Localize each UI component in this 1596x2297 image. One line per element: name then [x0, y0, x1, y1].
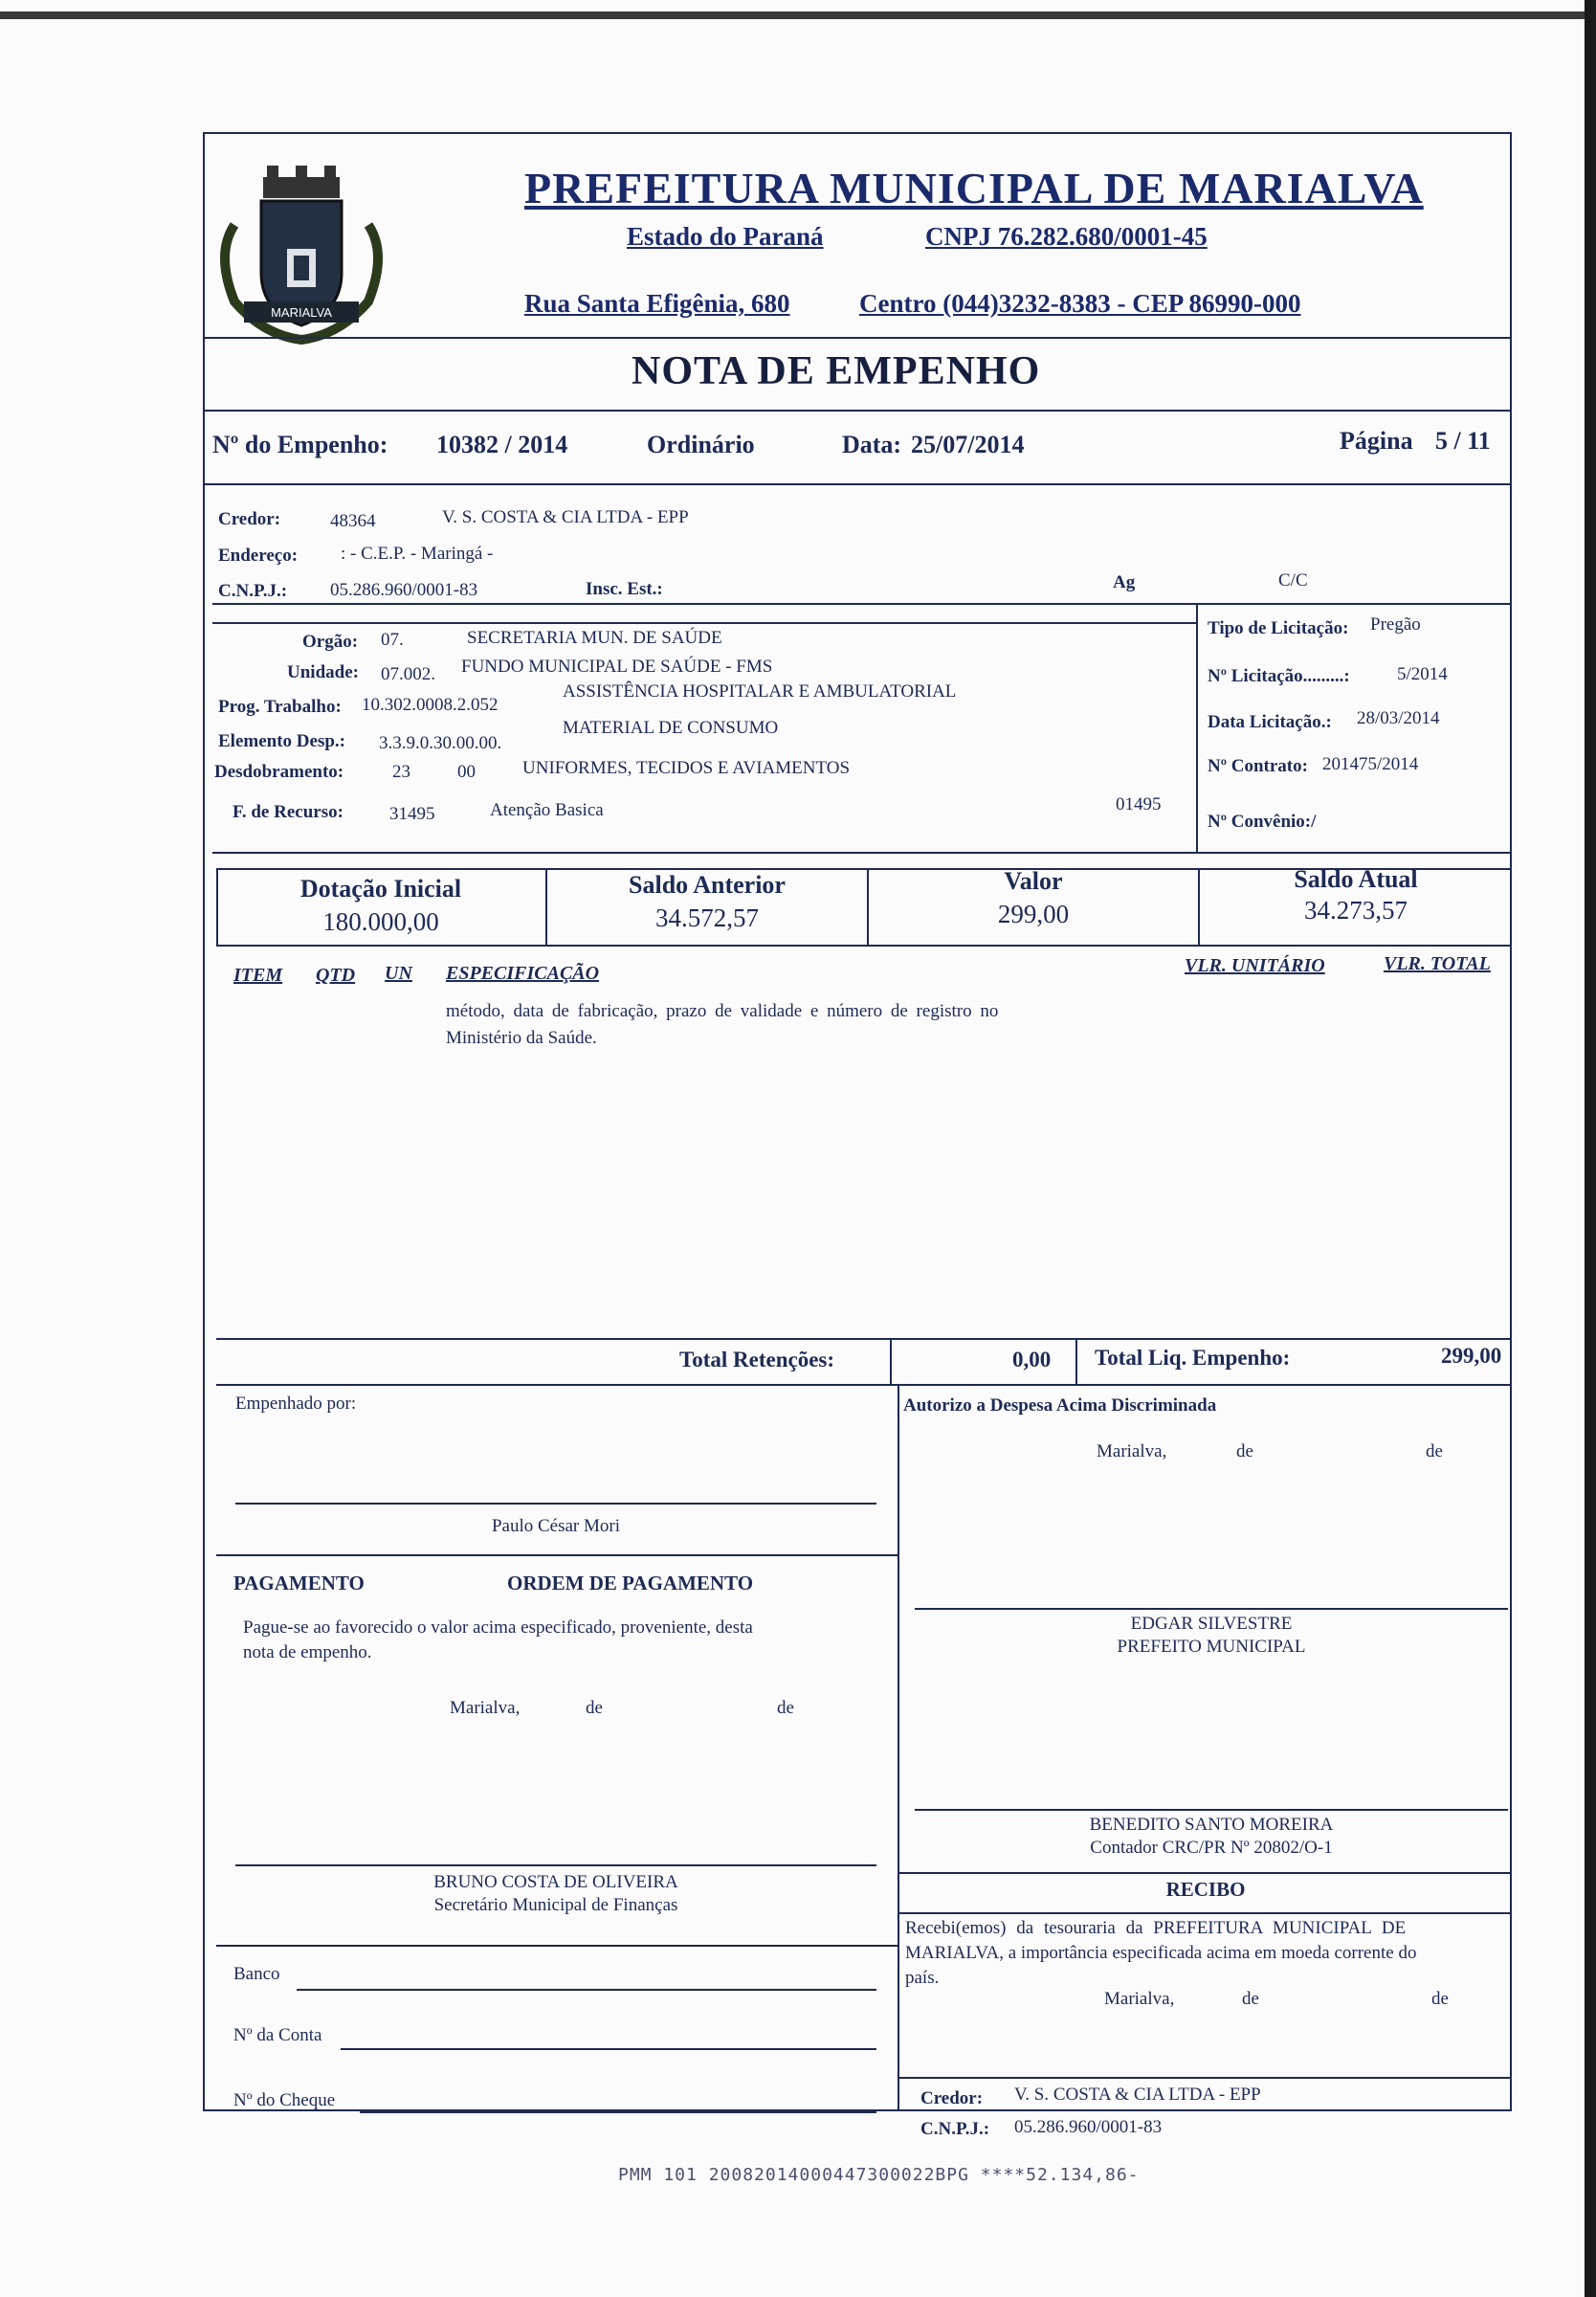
- retencoes-value: 0,00: [1012, 1348, 1052, 1372]
- street-address: Rua Santa Efigênia, 680: [524, 289, 790, 318]
- retencoes-label: Total Retenções:: [679, 1348, 835, 1372]
- conta-line: [341, 2048, 876, 2050]
- recibo-credor-line: [899, 2077, 1512, 2079]
- prefeito-signature-line: [915, 1608, 1508, 1610]
- recibo-text-line2: MARIALVA, a importância especificada acima em moeda corrente do: [905, 1943, 1417, 1963]
- date-value: 25/07/2014: [911, 431, 1025, 458]
- saldo-atual-label: Saldo Atual: [1294, 865, 1418, 893]
- valor-label: Valor: [1004, 867, 1063, 895]
- recibo-cnpj-value: 05.286.960/0001-83: [1014, 2117, 1163, 2137]
- dotacao-label: Dotação Inicial: [299, 875, 462, 903]
- tipo-licitacao-label: Tipo de Licitação:: [1208, 618, 1349, 638]
- date-label: Data:: [842, 431, 902, 458]
- orgao-code: 07.: [381, 630, 404, 650]
- recurso-label: F. de Recurso:: [233, 802, 344, 822]
- header-divider: [203, 337, 1512, 339]
- cnpj-header: CNPJ 76.282.680/0001-45: [925, 222, 1208, 251]
- cheque-label: Nº do Cheque: [233, 2090, 336, 2110]
- bank-top-line: [216, 1945, 898, 1947]
- recurso-code: 31495: [389, 804, 435, 824]
- autorizo-de1: de: [1236, 1441, 1253, 1461]
- recibo-de2: de: [1431, 1989, 1449, 2009]
- scan-right-edge: [1585, 0, 1596, 2297]
- page-value: 5 / 11: [1435, 427, 1491, 455]
- totals-top-line: [216, 1338, 1512, 1340]
- prefeito-role: PREFEITO MUNICIPAL: [1117, 1637, 1306, 1657]
- recibo-text-line1: Recebi(emos) da tesouraria da PREFEITURA MUNICIPAL DE: [905, 1918, 1407, 1938]
- recibo-credor-label: Credor:: [920, 2088, 984, 2108]
- secretario-name: BRUNO COSTA DE OLIVEIRA: [433, 1872, 678, 1892]
- creditor-divider: [212, 603, 1512, 605]
- recurso-name: Atenção Basica: [490, 800, 604, 820]
- licitacao-num-label: Nº Licitação.........:: [1208, 666, 1350, 686]
- elemento-label: Elemento Desp.:: [218, 731, 345, 751]
- convenio-label: Nº Convênio:/: [1208, 812, 1317, 832]
- insc-est-label: Insc. Est.:: [586, 579, 663, 599]
- municipality-title: PREFEITURA MUNICIPAL DE MARIALVA: [524, 164, 1424, 212]
- recibo-text-line3: país.: [905, 1968, 940, 1988]
- creditor-label: Credor:: [218, 509, 281, 529]
- pague-text-line2: nota de empenho.: [243, 1642, 372, 1662]
- totals-bottom-line: [216, 1384, 1512, 1386]
- saldo-atual-value: 34.273,57: [1304, 896, 1408, 925]
- contador-role: Contador CRC/PR Nº 20802/O-1: [1090, 1838, 1333, 1858]
- unidade-label: Unidade:: [287, 662, 359, 682]
- totals-divider-1: [890, 1338, 892, 1384]
- desdobramento-label: Desdobramento:: [214, 762, 344, 782]
- address-value: : - C.E.P. - Maringá -: [341, 544, 494, 564]
- recibo-top-line: [899, 1872, 1512, 1874]
- empenho-divider: [203, 483, 1512, 485]
- empenho-number-value: 10382 / 2014: [436, 431, 568, 458]
- ordem-pagamento-label: ORDEM DE PAGAMENTO: [507, 1572, 754, 1595]
- pagamento-label: PAGAMENTO: [233, 1572, 365, 1595]
- coat-of-arms-emblem: [206, 158, 397, 349]
- desdobramento-name: UNIFORMES, TECIDOS E AVIAMENTOS: [522, 758, 851, 778]
- totals-divider-2: [1075, 1338, 1077, 1384]
- conta-label: Nº da Conta: [233, 2025, 322, 2045]
- secretario-signature-line: [235, 1864, 876, 1866]
- col-unit-value: VLR. UNITÁRIO: [1185, 955, 1325, 976]
- tipo-licitacao-value: Pregão: [1370, 614, 1421, 635]
- total-liq-value: 299,00: [1441, 1344, 1502, 1368]
- secretario-role: Secretário Municipal de Finanças: [433, 1895, 678, 1915]
- unidade-name: FUNDO MUNICIPAL DE SAÚDE - FMS: [461, 657, 773, 677]
- autorizo-de2: de: [1426, 1441, 1443, 1461]
- coat-banner-text: MARIALVA: [271, 305, 332, 320]
- empenhado-signature-line: [235, 1503, 876, 1505]
- empenhado-name: Paulo César Mori: [491, 1516, 621, 1536]
- budget-vertical: [1196, 603, 1198, 854]
- title-divider: [203, 410, 1512, 412]
- address-label: Endereço:: [218, 546, 299, 566]
- contrato-value: 201475/2014: [1322, 754, 1419, 774]
- autorizo-place: Marialva,: [1097, 1441, 1167, 1461]
- district-phone-cep: Centro (044)3232-8383 - CEP 86990-000: [859, 289, 1301, 318]
- orgao-label: Orgão:: [302, 632, 359, 652]
- recibo-de1: de: [1242, 1989, 1259, 2009]
- empenhado-label: Empenhado por:: [235, 1394, 357, 1414]
- orgao-name: SECRETARIA MUN. DE SAÚDE: [467, 628, 722, 648]
- empenho-number-label: Nº do Empenho:: [212, 431, 388, 458]
- prog-name: ASSISTÊNCIA HOSPITALAR E AMBULATORIAL: [563, 681, 957, 702]
- recibo-cnpj-label: C.N.P.J.:: [920, 2119, 990, 2139]
- autorizo-label: Autorizo a Despesa Acima Discriminada: [903, 1395, 1217, 1416]
- licitacao-date-value: 28/03/2014: [1357, 708, 1440, 728]
- agency-label: Ag: [1113, 572, 1136, 592]
- pagamento-top-line: [216, 1554, 898, 1556]
- recurso-code2: 01495: [1116, 794, 1162, 814]
- recibo-place: Marialva,: [1104, 1989, 1175, 2009]
- recibo-credor-value: V. S. COSTA & CIA LTDA - EPP: [1014, 2085, 1261, 2105]
- unidade-code: 07.002.: [381, 664, 435, 684]
- col-spec: ESPECIFICAÇÃO: [446, 963, 600, 984]
- banco-line: [297, 1989, 876, 1991]
- scan-top-edge: [0, 11, 1596, 19]
- page-label: Página: [1340, 427, 1413, 455]
- pague-de1: de: [586, 1698, 603, 1718]
- licitacao-date-label: Data Licitação.:: [1208, 712, 1332, 732]
- budget-top-line: [212, 622, 1198, 624]
- desdobramento-sub: 00: [457, 762, 476, 782]
- creditor-code: 48364: [330, 511, 376, 531]
- saldo-anterior-value: 34.572,57: [655, 903, 759, 932]
- recibo-title: RECIBO: [1165, 1878, 1246, 1901]
- empenho-type: Ordinário: [647, 431, 755, 458]
- pague-de2: de: [777, 1698, 794, 1718]
- col-un: UN: [385, 963, 412, 984]
- creditor-cnpj-value: 05.286.960/0001-83: [330, 580, 478, 600]
- col-total-value: VLR. TOTAL: [1384, 953, 1491, 974]
- pague-text-line1: Pague-se ao favorecido o valor acima especificado, proveniente, desta: [243, 1617, 753, 1638]
- elemento-code: 3.3.9.0.30.00.00.: [379, 733, 502, 753]
- creditor-cnpj-label: C.N.P.J.:: [218, 581, 288, 601]
- prog-label: Prog. Trabalho:: [218, 697, 342, 717]
- col-item: ITEM: [233, 965, 283, 986]
- col-qtd: QTD: [316, 965, 356, 986]
- prog-code: 10.302.0008.2.052: [362, 695, 499, 715]
- licitacao-num-value: 5/2014: [1397, 664, 1448, 684]
- saldo-anterior-label: Saldo Anterior: [629, 871, 786, 899]
- desdobramento-code: 23: [392, 762, 410, 782]
- item-spec-line2: Ministério da Saúde.: [446, 1028, 597, 1048]
- state-name: Estado do Paraná: [627, 222, 824, 251]
- footer-auth-code: PMM 101 20082014000447300022BPG ****52.134,86-: [618, 2165, 1140, 2185]
- recibo-title-line: [899, 1912, 1512, 1914]
- contador-signature-line: [915, 1809, 1508, 1811]
- valor-value: 299,00: [997, 900, 1070, 928]
- doc-title: NOTA DE EMPENHO: [632, 349, 1041, 393]
- total-liq-label: Total Liq. Empenho:: [1095, 1346, 1291, 1370]
- contador-name: BENEDITO SANTO MOREIRA: [1089, 1815, 1334, 1835]
- account-label: C/C: [1278, 570, 1308, 591]
- dotacao-value: 180.000,00: [322, 907, 439, 936]
- cheque-line: [360, 2111, 876, 2113]
- pague-place: Marialva,: [450, 1698, 521, 1718]
- creditor-name: V. S. COSTA & CIA LTDA - EPP: [442, 507, 689, 527]
- banco-label: Banco: [233, 1964, 280, 1984]
- item-spec-line1: método, data de fabricação, prazo de validade e número de registro no: [446, 1001, 999, 1021]
- elemento-name: MATERIAL DE CONSUMO: [563, 718, 779, 738]
- prefeito-name: EDGAR SILVESTRE: [1130, 1614, 1293, 1634]
- budget-bottom-line: [212, 852, 1512, 854]
- lower-vertical-divider: [898, 1384, 899, 2111]
- contrato-label: Nº Contrato:: [1208, 756, 1308, 776]
